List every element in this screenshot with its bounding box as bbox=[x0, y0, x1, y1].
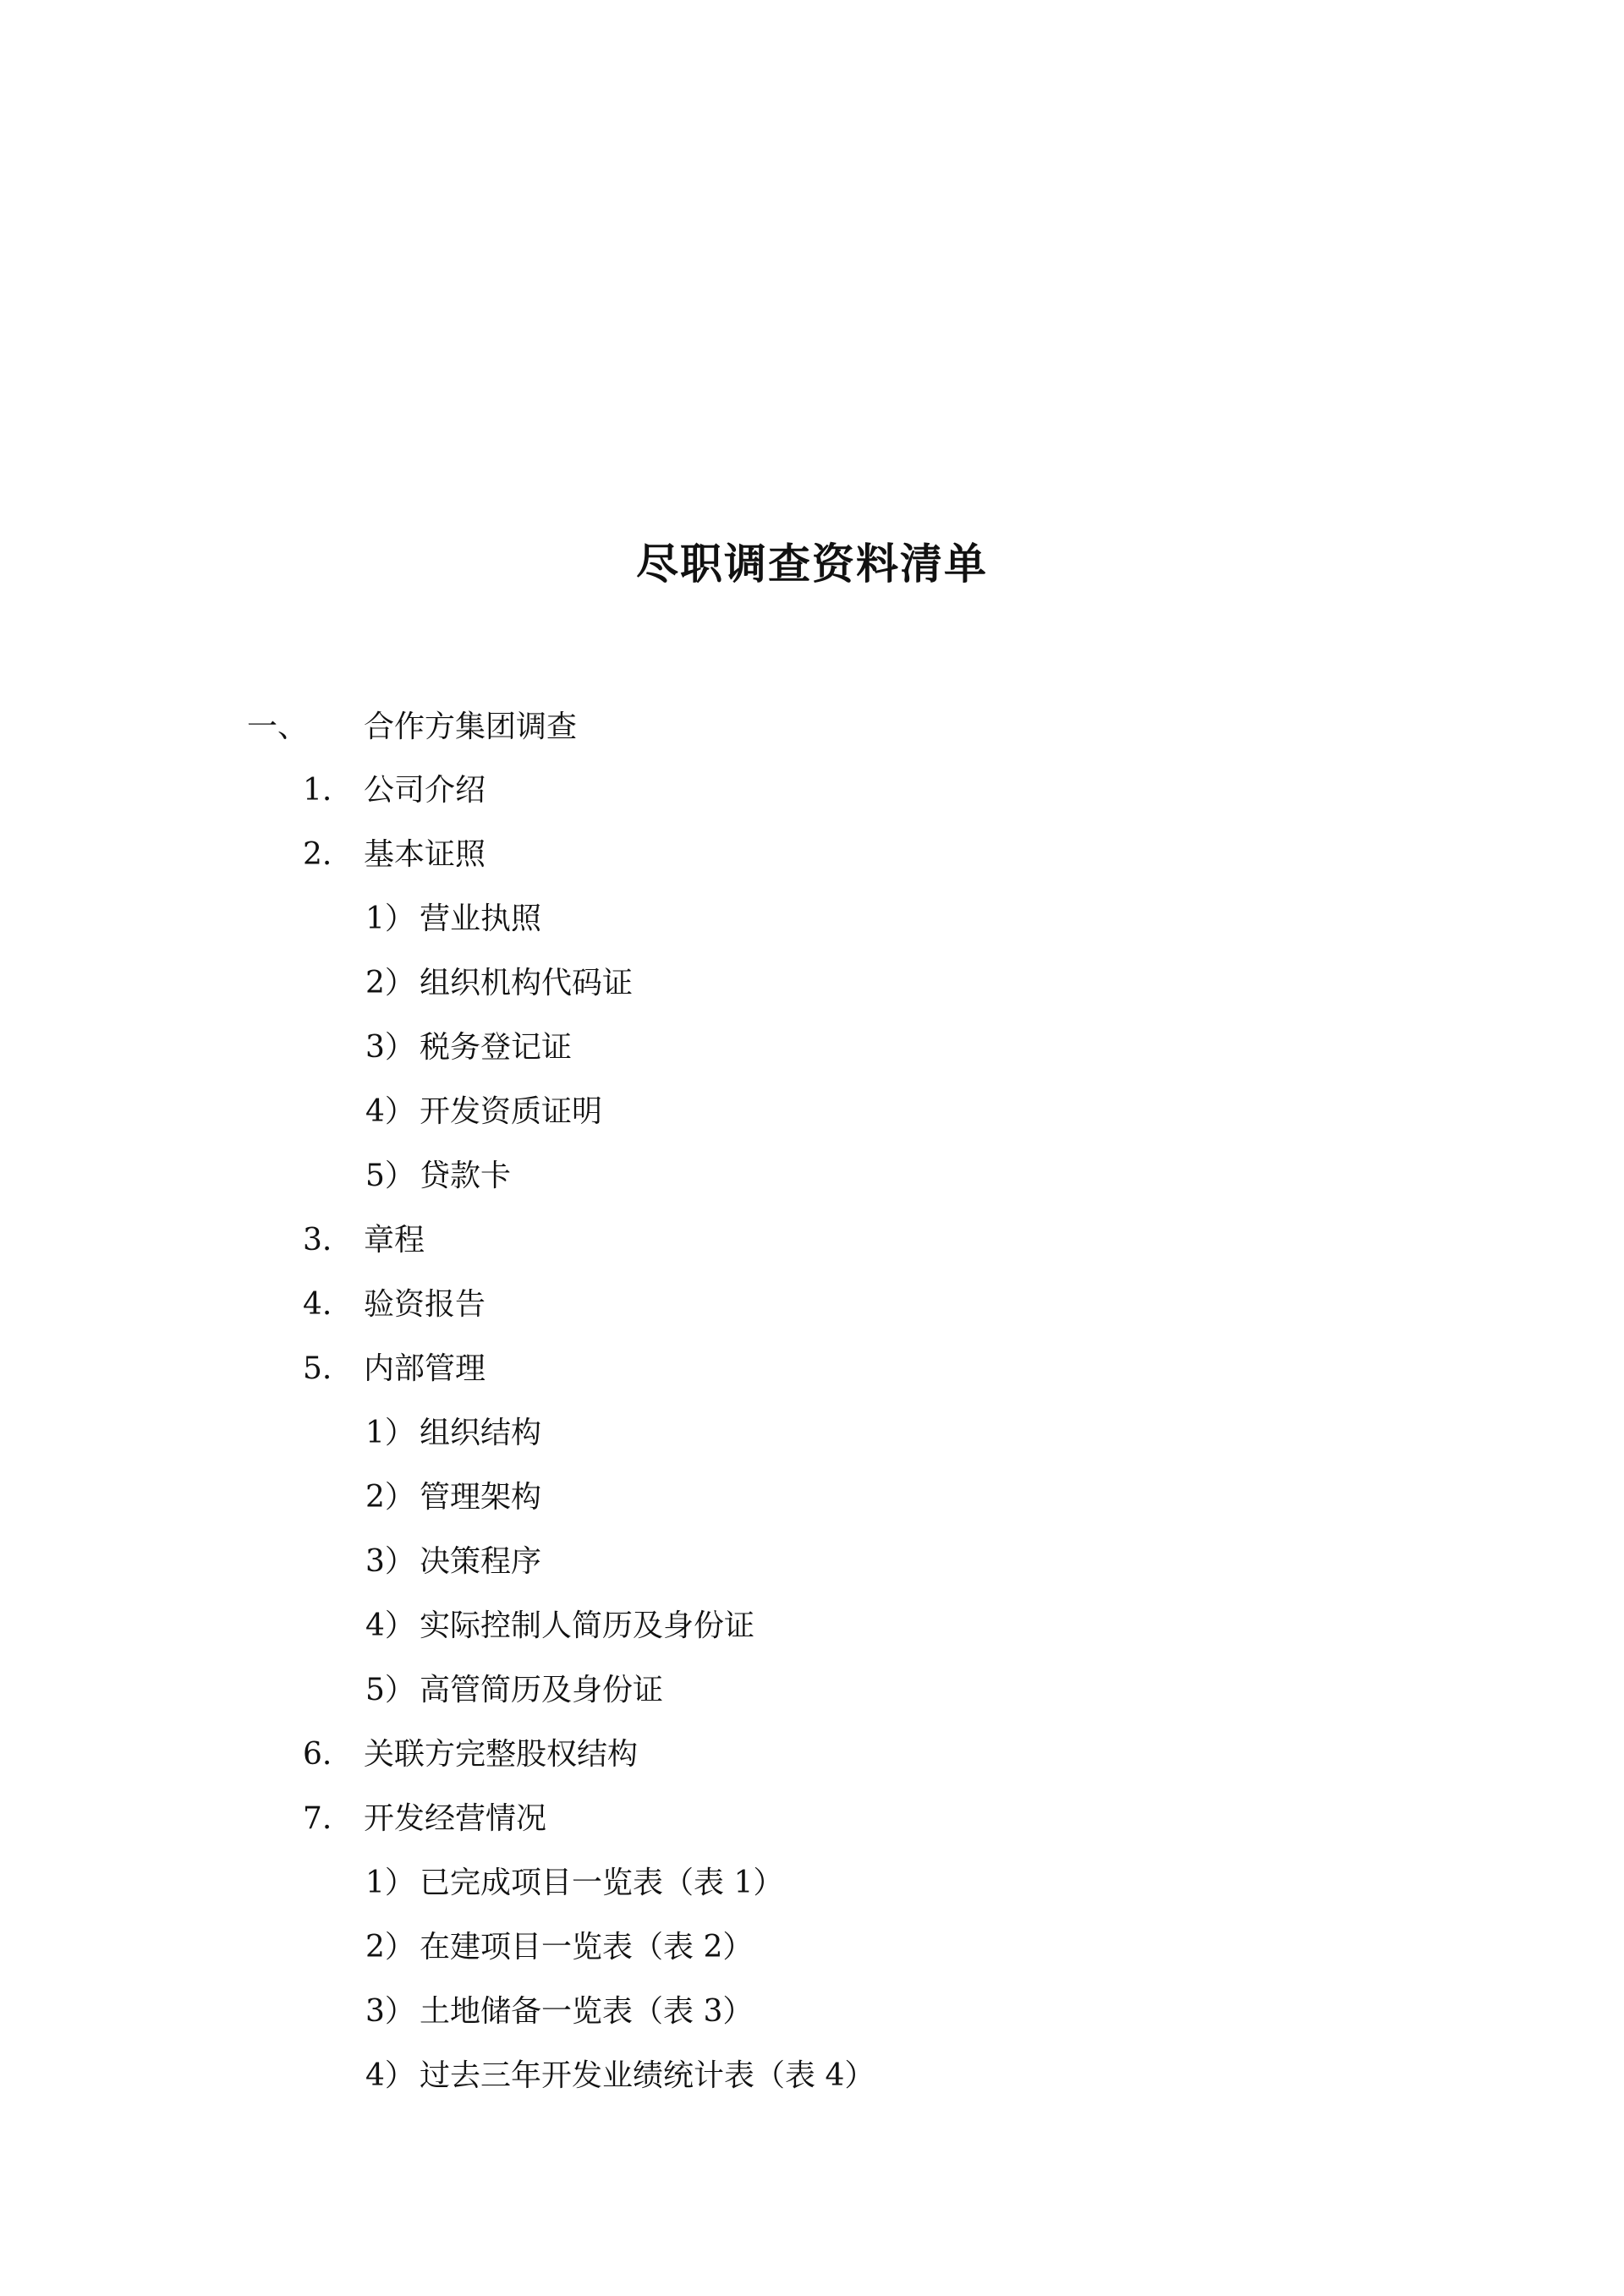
section-marker: 一、 bbox=[247, 710, 309, 744]
item-marker: 4. bbox=[303, 1287, 332, 1322]
subitem-label: 税务登记证 bbox=[420, 1030, 573, 1065]
subitem-label: 营业执照 bbox=[420, 901, 542, 936]
subitem-marker: 5） bbox=[365, 1159, 415, 1193]
subitem-label: 贷款卡 bbox=[420, 1159, 512, 1193]
subitem-marker: 1） bbox=[365, 901, 415, 936]
item-marker: 2. bbox=[303, 837, 332, 872]
subitem-marker: 3） bbox=[365, 1030, 415, 1065]
item-marker: 1. bbox=[303, 773, 332, 808]
subitem-marker: 4） bbox=[365, 1094, 415, 1129]
subitem-label: 过去三年开发业绩统计表（表 4） bbox=[420, 2058, 875, 2093]
subitem-marker: 2） bbox=[365, 966, 415, 1000]
subitem-marker: 1） bbox=[365, 1866, 415, 1900]
subitem-marker: 2） bbox=[365, 1480, 415, 1515]
subitem-label: 组织机构代码证 bbox=[420, 966, 634, 1000]
section-label: 合作方集团调查 bbox=[364, 710, 578, 744]
item-label: 验资报告 bbox=[364, 1287, 486, 1322]
item-label: 基本证照 bbox=[364, 837, 486, 872]
item-label: 内部管理 bbox=[364, 1351, 486, 1386]
subitem-marker: 3） bbox=[365, 1544, 415, 1579]
subitem-label: 在建项目一览表（表 2） bbox=[420, 1930, 754, 1964]
item-marker: 5. bbox=[303, 1351, 332, 1386]
subitem-label: 管理架构 bbox=[420, 1480, 542, 1515]
subitem-marker: 3） bbox=[365, 1994, 415, 2029]
document-title: 尽职调查资料清单 bbox=[636, 539, 988, 589]
item-label: 公司介绍 bbox=[364, 773, 486, 808]
subitem-marker: 4） bbox=[365, 2058, 415, 2093]
item-marker: 6. bbox=[303, 1737, 332, 1772]
item-label: 章程 bbox=[364, 1223, 425, 1258]
subitem-label: 已完成项目一览表（表 1） bbox=[420, 1866, 784, 1900]
subitem-label: 开发资质证明 bbox=[420, 1094, 603, 1129]
subitem-marker: 2） bbox=[365, 1930, 415, 1964]
item-marker: 3. bbox=[303, 1223, 332, 1258]
item-marker: 7. bbox=[303, 1801, 332, 1836]
item-label: 关联方完整股权结构 bbox=[364, 1737, 639, 1772]
subitem-label: 高管简历及身份证 bbox=[420, 1673, 664, 1707]
subitem-label: 决策程序 bbox=[420, 1544, 542, 1579]
subitem-label: 实际控制人简历及身份证 bbox=[420, 1608, 755, 1643]
subitem-marker: 4） bbox=[365, 1608, 415, 1643]
subitem-label: 组织结构 bbox=[420, 1416, 542, 1450]
subitem-label: 土地储备一览表（表 3） bbox=[420, 1994, 754, 2029]
subitem-marker: 5） bbox=[365, 1673, 415, 1707]
item-label: 开发经营情况 bbox=[364, 1801, 547, 1836]
subitem-marker: 1） bbox=[365, 1416, 415, 1450]
